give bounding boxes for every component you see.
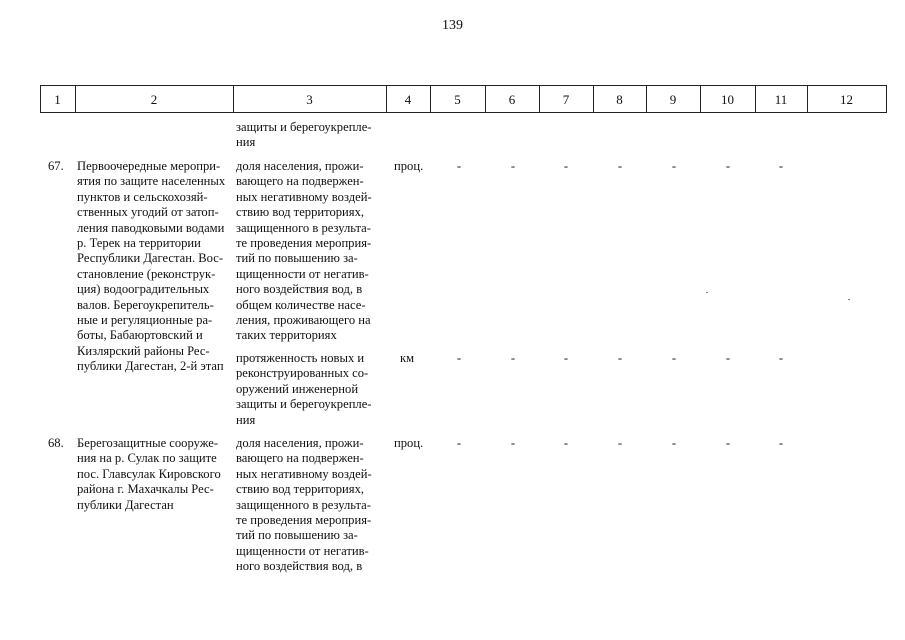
table-header-rule xyxy=(40,112,886,113)
table-top-rule xyxy=(40,85,886,86)
measure-name-line: ция) водооградительных xyxy=(77,282,210,297)
indicator-line: доля населения, прожи- xyxy=(236,436,364,450)
column-number-6: 6 xyxy=(508,92,516,107)
measure-name-line: публики Дагестан, 2-й этап xyxy=(77,359,224,374)
scan-speck xyxy=(706,292,708,293)
column-number-5: 5 xyxy=(454,92,461,107)
column-number-9: 9 xyxy=(669,92,677,107)
value-cell: - xyxy=(725,436,731,450)
measure-name-line: валов. Берегоукрепитель- xyxy=(77,297,214,312)
measure-name-line: становление (реконструк- xyxy=(77,266,216,281)
page-number: 139 xyxy=(442,18,463,33)
indicator-line: ных негативному воздей- xyxy=(236,466,372,481)
indicator-line: ления, проживающего на xyxy=(236,313,371,328)
indicator-line: ствию вод территориях, xyxy=(236,482,365,497)
measure-name-line: Республики Дагестан. Вос- xyxy=(77,251,224,266)
measure-name-line: Первоочередные меропри- xyxy=(77,159,221,173)
value-cell: - xyxy=(456,351,462,365)
measure-name-line: Берегозащитные сооруже- xyxy=(77,436,219,450)
value-cell: - xyxy=(671,159,677,173)
column-divider xyxy=(886,85,887,113)
indicator-name xyxy=(236,159,384,344)
indicator-line: таких территориях xyxy=(236,328,337,343)
indicator-line: щищенности от негатив- xyxy=(236,543,369,558)
indicator-line: ствию вод территориях, xyxy=(236,205,365,220)
indicator-name xyxy=(236,351,384,428)
measure-name-line: р. Терек на территории xyxy=(77,236,201,251)
value-cell: - xyxy=(563,436,569,450)
indicator-line: тий по повышению за- xyxy=(236,528,358,543)
indicator-line: протяженность новых и xyxy=(236,351,365,365)
column-number-8: 8 xyxy=(616,92,623,107)
value-cell: - xyxy=(617,159,623,173)
measure-name xyxy=(77,436,229,513)
indicator-name xyxy=(236,436,384,575)
measure-name-line: Кизлярский районы Рес- xyxy=(77,343,210,358)
indicator-line: щищенности от негатив- xyxy=(236,266,369,281)
unit-of-measure: км xyxy=(400,351,415,365)
indicator-line: тий по повышению за- xyxy=(236,251,358,266)
column-number-11: 11 xyxy=(774,92,788,107)
column-number-3: 3 xyxy=(306,92,313,107)
column-number-10: 10 xyxy=(721,92,734,107)
column-number-12: 12 xyxy=(840,92,853,107)
scan-speck xyxy=(848,299,850,300)
measure-name-line: ятия по защите населенных xyxy=(77,174,226,189)
unit-of-measure: проц. xyxy=(394,159,424,173)
continuation-indicator xyxy=(236,120,384,151)
indicator-line: общем количестве насе- xyxy=(236,297,366,312)
indicator-line: те проведения мероприя- xyxy=(236,513,372,528)
indicator-line: вающего на подвержен- xyxy=(236,451,364,466)
value-cell: - xyxy=(671,351,677,365)
measure-name-line: пунктов и сельскохозяй- xyxy=(77,189,208,204)
indicator-line: реконструированных со- xyxy=(236,366,369,381)
indicator-line: доля населения, прожи- xyxy=(236,159,364,173)
measure-name-line: пос. Главсулак Кировского xyxy=(77,466,221,481)
indicator-line: ния xyxy=(236,412,256,427)
indicator-line: вающего на подвержен- xyxy=(236,174,364,189)
value-cell: - xyxy=(617,351,623,365)
value-cell: - xyxy=(510,436,516,450)
value-cell: - xyxy=(563,159,569,173)
indicator-line: защищенного в результа- xyxy=(236,220,371,235)
value-cell: - xyxy=(671,436,677,450)
value-cell: - xyxy=(778,436,784,450)
indicator-line: защиты и берегоукрепле- xyxy=(236,397,372,412)
value-cell: - xyxy=(563,351,569,365)
row-number: 68. xyxy=(48,436,64,450)
indicator-line: те проведения мероприя- xyxy=(236,236,372,251)
value-cell: - xyxy=(510,159,516,173)
value-cell: - xyxy=(725,159,731,173)
measure-name xyxy=(77,159,229,375)
indicator-line: защищенного в результа- xyxy=(236,497,371,512)
column-number-4: 4 xyxy=(404,92,412,107)
measure-name-line: района г. Махачкалы Рес- xyxy=(77,482,214,497)
measure-name-line: боты, Бабаюртовский и xyxy=(77,328,203,343)
value-cell: - xyxy=(617,436,623,450)
value-cell: - xyxy=(456,159,462,173)
indicator-line: ного воздействия вод, в xyxy=(236,282,363,297)
value-cell: - xyxy=(510,351,516,365)
value-cell: - xyxy=(778,159,784,173)
indicator-line: ного воздействия вод, в xyxy=(236,559,363,574)
value-cell: - xyxy=(778,351,784,365)
row-number: 67. xyxy=(48,159,64,173)
measure-name-line: ственных угодий от затоп- xyxy=(77,205,219,220)
measure-name-line: ные и регуляционные ра- xyxy=(77,313,213,328)
column-number-2: 2 xyxy=(150,92,158,107)
measure-name-line: ния на р. Сулак по защите xyxy=(77,451,217,466)
indicator-line: оружений инженерной xyxy=(236,381,359,396)
column-number-7: 7 xyxy=(562,92,570,107)
indicator-line: ния xyxy=(236,135,256,150)
unit-of-measure: проц. xyxy=(394,436,424,450)
column-number-1: 1 xyxy=(54,92,61,107)
measure-name-line: ления паводковыми водами xyxy=(77,220,225,235)
indicator-line: ных негативному воздей- xyxy=(236,189,372,204)
measure-name-line: публики Дагестан xyxy=(77,497,174,512)
value-cell: - xyxy=(725,351,731,365)
value-cell: - xyxy=(456,436,462,450)
indicator-line: защиты и берегоукрепле- xyxy=(236,120,372,134)
